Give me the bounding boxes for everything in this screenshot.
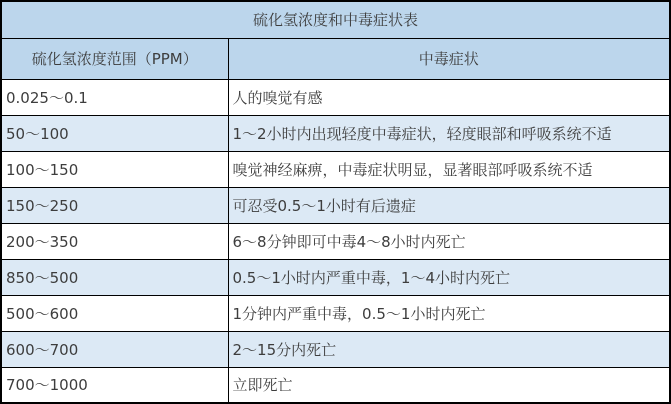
table-row [1,331,670,367]
table-row [1,151,670,187]
symptom-cell: 人的嗅觉有感 [228,79,670,115]
concentration-range-cell: 700～1000 [1,367,228,403]
symptom-cell: 0.5～1小时内严重中毒，1～4小时内死亡 [228,259,670,295]
symptom-cell: 2～15分内死亡 [228,331,670,367]
column-header-poisoning-symptoms: 中毒症状 [228,38,670,79]
concentration-range-cell: 500～600 [1,295,228,331]
concentration-range-cell: 850～500 [1,259,228,295]
column-header-concentration-range: 硫化氢浓度范围（PPM） [1,38,228,79]
symptom-cell: 立即死亡 [228,367,670,403]
table-header-row [1,38,670,79]
table-title-row [1,1,670,38]
concentration-range-cell: 200～350 [1,223,228,259]
table-body [1,79,670,403]
concentration-range-cell: 100～150 [1,151,228,187]
symptom-cell: 1分钟内严重中毒，0.5～1小时内死亡 [228,295,670,331]
table-row [1,259,670,295]
symptom-cell: 1～2小时内出现轻度中毒症状，轻度眼部和呼吸系统不适 [228,115,670,151]
concentration-range-cell: 600～700 [1,331,228,367]
table-row [1,187,670,223]
symptom-cell: 6～8分钟即可中毒4～8小时内死亡 [228,223,670,259]
table-title: 硫化氢浓度和中毒症状表 [1,1,670,38]
table-row [1,295,670,331]
concentration-range-cell: 0.025～0.1 [1,79,228,115]
symptom-cell: 嗅觉神经麻痹，中毒症状明显，显著眼部呼吸系统不适 [228,151,670,187]
concentration-range-cell: 50～100 [1,115,228,151]
table-row [1,115,670,151]
concentration-range-cell: 150～250 [1,187,228,223]
table-row [1,223,670,259]
symptom-cell: 可忍受0.5～1小时有后遗症 [228,187,670,223]
table-row [1,79,670,115]
table-row [1,367,670,403]
